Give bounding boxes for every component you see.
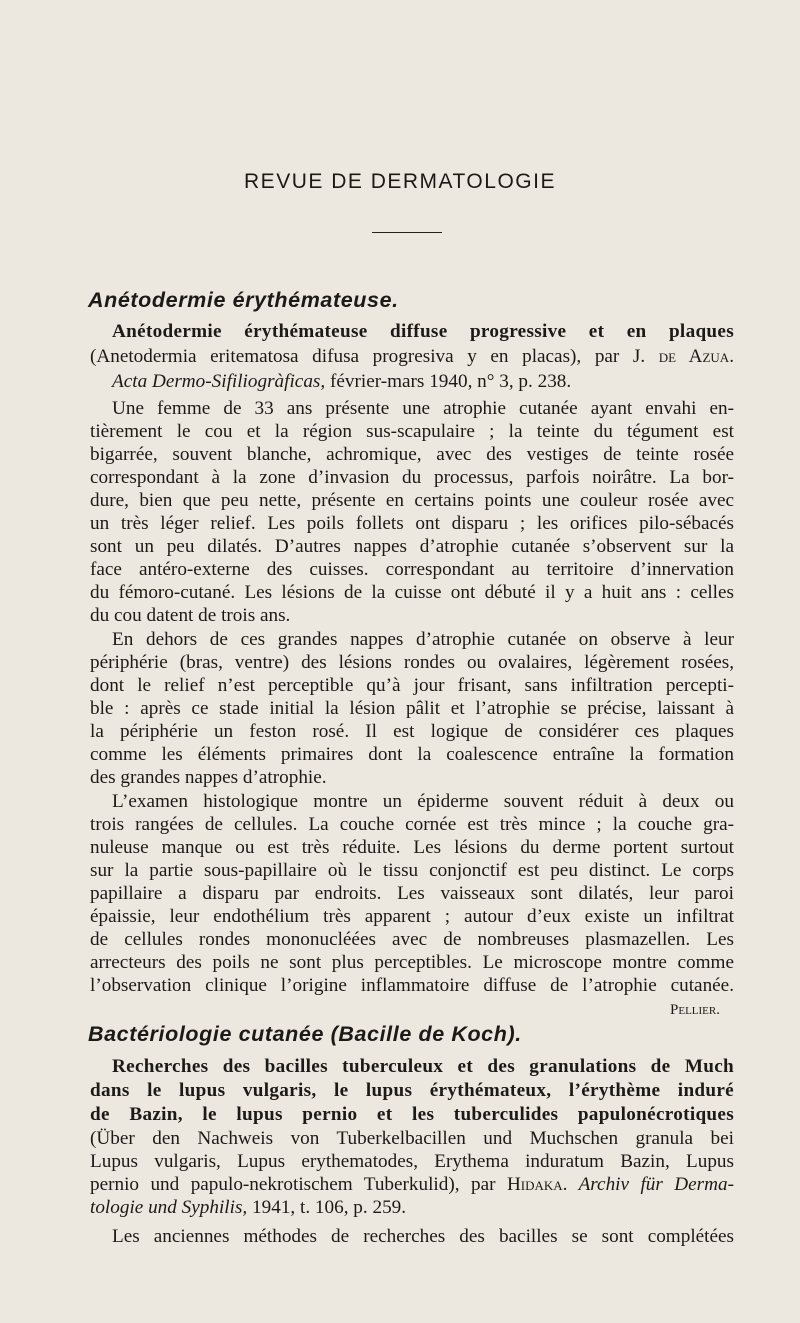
- body-line: ble : après ce stade initial la lésion pâlit et l’atrophie se précise, laissant à: [90, 698, 734, 719]
- reference-line: [90, 1196, 734, 1219]
- body-line: dont le relief n’est perceptible qu’à jour frisant, sans infiltration percepti-: [90, 675, 734, 696]
- reference-author: de Azua.: [658, 346, 734, 367]
- body-line: comme les éléments primaires dont la coalescence entraîne la formation: [90, 744, 734, 765]
- body-line: de cellules rondes mononucléées avec de nombreuses plasmazellen. Les: [90, 929, 734, 950]
- reference-line: Lupus vulgaris, Lupus erythematodes, Erythema induratum Bazin, Lupus: [90, 1151, 734, 1172]
- running-head: REVUE DE DERMATOLOGIE: [244, 170, 556, 193]
- body-line: sont un peu dilatés. D’autres nappes d’atrophie cutanée s’observent sur la: [90, 536, 734, 557]
- body-line: Les anciennes méthodes de recherches des bacilles se sont complétées: [112, 1226, 734, 1247]
- body-line: l’observation clinique l’origine inflammatoire diffuse de l’atrophie cutanée.: [90, 975, 734, 996]
- reference-line: [90, 345, 734, 368]
- body-line: épaissie, leur endothélium très apparent ; autour d’eux existe un infiltrat: [90, 906, 734, 927]
- reference-text: (Anetodermia eritematosa difusa progresiva y en placas), par J.: [90, 346, 646, 367]
- body-line: Une femme de 33 ans présente une atrophie cutanée ayant envahi en-: [112, 398, 734, 419]
- body-line: un très léger relief. Les poils follets ont disparu ; les orifices pilo-sébacés: [90, 513, 734, 534]
- reference-journal: Acta Dermo-Sifiliogràficas,: [112, 371, 326, 392]
- body-line: périphérie (bras, ventre) des lésions rondes ou ovalaires, légèrement rosées,: [90, 652, 734, 673]
- article-title: dans le lupus vulgaris, le lupus érythémateux, l’érythème induré: [90, 1080, 734, 1101]
- body-line: des grandes nappes d’atrophie.: [90, 767, 327, 788]
- body-line: face antéro-externe des cuisses. correspondant au territoire d’innervation: [90, 559, 734, 580]
- body-line: arrecteurs des poils ne sont plus perceptibles. Le microscope montre comme: [90, 952, 734, 973]
- body-line: nuleuse manque ou est très réduite. Les lésions du derme portent surtout: [90, 837, 734, 858]
- body-line: tièrement le cou et la région sus-scapulaire ; la teinte du tégument est: [90, 421, 734, 442]
- reference-line: [112, 370, 734, 393]
- reference-author: Hidaka.: [506, 1174, 568, 1195]
- body-line: correspondant à la zone d’invasion du processus, parfois noirâtre. La bor-: [90, 467, 734, 488]
- body-line: trois rangées de cellules. La couche cornée est très mince ; la couche gra-: [90, 814, 734, 835]
- reference-line: [90, 1173, 734, 1196]
- reference-line: (Über den Nachweis von Tuberkelbacillen und Muchschen granula bei: [90, 1128, 734, 1149]
- reference-details: 1941, t. 106, p. 259.: [247, 1197, 407, 1218]
- section-title-anetodermie: Anétodermie érythémateuse.: [88, 288, 399, 312]
- body-line: sur la partie sous-papillaire où le tissu conjonctif est peu distinct. Le corps: [90, 860, 734, 881]
- reference-text: pernio und papulo-nekrotischem Tuberkulid), par: [90, 1174, 507, 1195]
- section-title-bacteriologie: Bactériologie cutanée (Bacille de Koch).: [88, 1022, 522, 1046]
- author-signature: Pellier.: [670, 1002, 720, 1018]
- reference-journal: tologie und Syphilis,: [90, 1197, 248, 1218]
- article-title: Anétodermie érythémateuse diffuse progressive et en plaques: [112, 321, 734, 342]
- body-line: bigarrée, souvent blanche, achromique, avec des vestiges de teinte rosée: [90, 444, 734, 465]
- title-rule: [372, 232, 442, 233]
- body-line: En dehors de ces grandes nappes d’atrophie cutanée on observe à leur: [112, 629, 734, 650]
- reference-journal: Archiv für Derma-: [567, 1174, 734, 1195]
- body-line: la périphérie un feston rosé. Il est logique de considérer ces plaques: [90, 721, 734, 742]
- article-title: de Bazin, le lupus pernio et les tuberculides papulonécrotiques: [90, 1104, 734, 1125]
- article-title: Recherches des bacilles tuberculeux et des granulations de Much: [112, 1056, 734, 1077]
- body-line: dure, bien que peu nette, présente en certains points une couleur rosée avec: [90, 490, 734, 511]
- body-line: L’examen histologique montre un épiderme souvent réduit à deux ou: [112, 791, 734, 812]
- reference-details: février-mars 1940, n° 3, p. 238.: [325, 371, 572, 392]
- body-line: papillaire a disparu par endroits. Les vaisseaux sont dilatés, leur paroi: [90, 883, 734, 904]
- body-line: du cou datent de trois ans.: [90, 605, 291, 626]
- body-line: du fémoro-cutané. Les lésions de la cuisse ont débuté il y a huit ans : celles: [90, 582, 734, 603]
